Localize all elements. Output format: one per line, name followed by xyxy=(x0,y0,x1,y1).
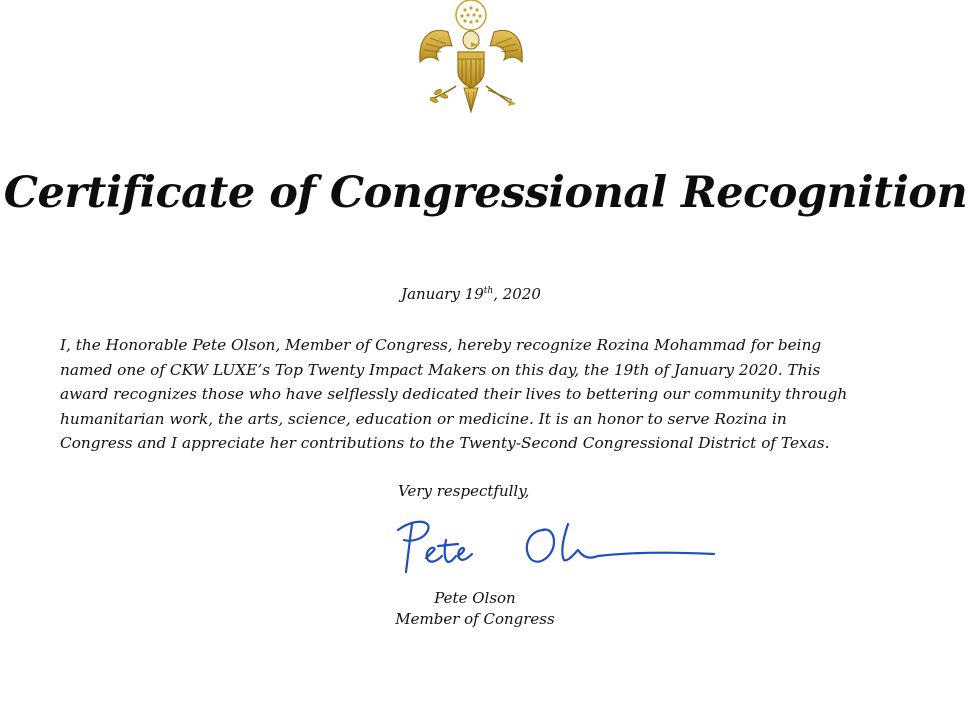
body-line: Congress and I appreciate her contributions to the Twenty-Second Congressional District of Texas. xyxy=(60,434,830,452)
body-line: award recognizes those who have selflessly dedicated their lives to bettering our community through xyxy=(60,385,848,403)
handwritten-signature xyxy=(392,516,722,580)
signer-title: Member of Congress xyxy=(395,610,555,628)
body-line: I, the Honorable Pete Olson, Member of Congress, hereby recognize Rozina Mohammad for being xyxy=(60,336,822,354)
certificate-date xyxy=(0,285,942,303)
body-line: humanitarian work, the arts, science, education or medicine. It is an honor to serve Rozina in xyxy=(60,409,787,428)
date-suffix: th xyxy=(483,286,494,296)
date-month-day: January 19 xyxy=(401,285,484,303)
date-year: , 2020 xyxy=(493,285,541,303)
great-seal-eagle-icon xyxy=(408,0,534,126)
signer-name: Pete Olson xyxy=(434,589,516,607)
closing-salutation: Very respectfully, xyxy=(398,482,530,500)
body-line: named one of CKW LUXE’s Top Twenty Impact Makers on this day, the 19th of January 2020. This xyxy=(60,360,821,379)
certificate-title: Certificate of Congressional Recognition xyxy=(3,168,968,218)
recognition-body xyxy=(60,333,920,456)
